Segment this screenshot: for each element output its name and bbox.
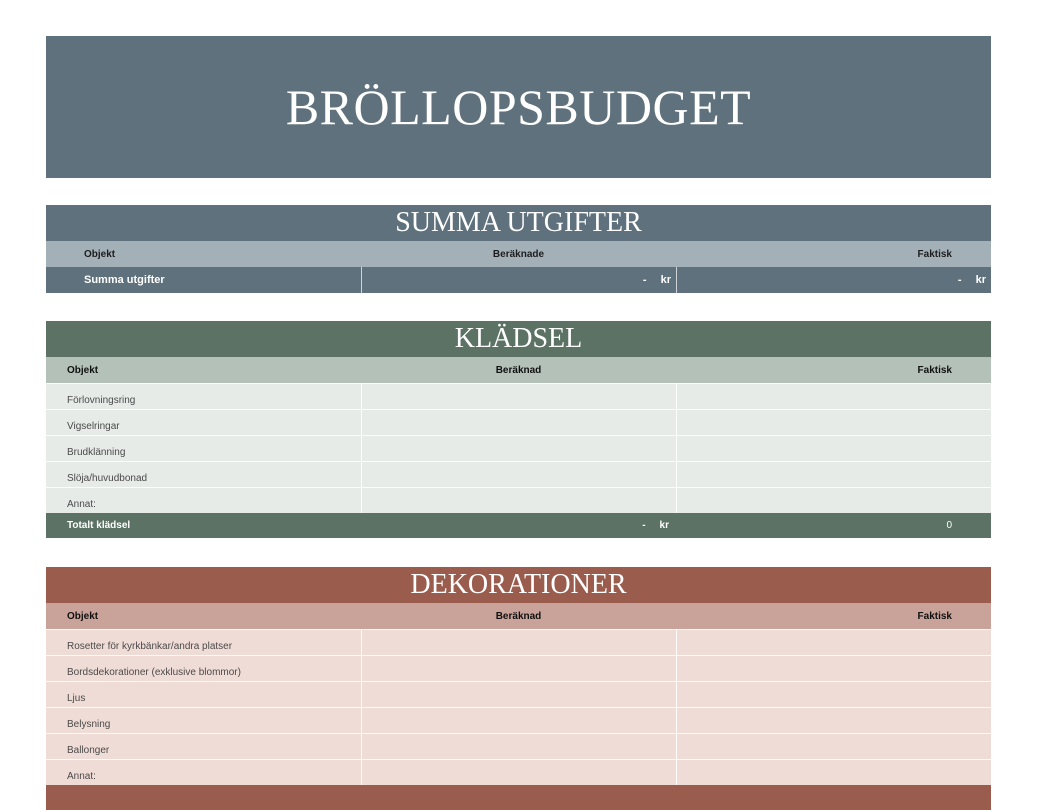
actual-cell[interactable]: [676, 734, 991, 759]
header-estimated: Beräknad: [495, 610, 542, 622]
header-actual: Faktisk: [917, 248, 952, 260]
total-estimated: [361, 520, 676, 531]
total-actual: 0: [946, 520, 952, 531]
item-label: Bordsdekorationer (exklusive blommor): [67, 667, 241, 678]
kladsel-title: KLÄDSEL: [46, 321, 991, 357]
estimated-cell[interactable]: [361, 488, 676, 513]
summary-header: [46, 241, 991, 267]
estimated-cell[interactable]: [361, 384, 676, 409]
total-dash: -: [642, 520, 646, 531]
table-row: [46, 629, 991, 655]
kladsel-header: [46, 357, 991, 383]
header-objekt: Objekt: [67, 610, 99, 622]
table-row: [46, 383, 991, 409]
dekorationer-section: [46, 567, 991, 810]
summary-actual-unit: kr: [975, 274, 986, 286]
table-row: [46, 435, 991, 461]
summary-section: [46, 205, 991, 293]
item-label: Slöja/huvudbonad: [67, 473, 148, 484]
item-label: Vigselringar: [67, 421, 120, 432]
header-estimated: Beräknad: [495, 364, 542, 376]
table-row: [46, 681, 991, 707]
actual-cell[interactable]: [676, 410, 991, 435]
estimated-cell[interactable]: [361, 656, 676, 681]
actual-cell[interactable]: [676, 630, 991, 655]
actual-cell[interactable]: [676, 682, 991, 707]
estimated-cell[interactable]: [361, 462, 676, 487]
header-objekt: Objekt: [84, 248, 116, 260]
table-row: [46, 655, 991, 681]
table-row: [46, 733, 991, 759]
kladsel-section: [46, 321, 991, 538]
dekorationer-header: [46, 603, 991, 629]
estimated-cell[interactable]: [361, 760, 676, 785]
estimated-cell[interactable]: [361, 436, 676, 461]
total-unit: kr: [659, 520, 669, 531]
item-label: Ballonger: [67, 745, 110, 756]
item-label: Ljus: [67, 693, 86, 704]
item-label: Annat:: [67, 771, 96, 782]
summary-actual-dash: -: [957, 274, 962, 286]
item-label: Belysning: [67, 719, 111, 730]
page-title: BRÖLLOPSBUDGET: [285, 79, 752, 135]
estimated-cell[interactable]: [361, 708, 676, 733]
title-banner: [46, 36, 991, 178]
header-actual: Faktisk: [917, 364, 952, 376]
summary-row: [46, 267, 991, 293]
item-label: Rosetter för kyrkbänkar/andra platser: [67, 641, 233, 652]
summary-estimated-dash: -: [642, 274, 647, 286]
actual-cell[interactable]: [676, 462, 991, 487]
actual-cell[interactable]: [676, 384, 991, 409]
kladsel-total-row: [46, 513, 991, 538]
header-actual: Faktisk: [917, 610, 952, 622]
actual-cell[interactable]: [676, 656, 991, 681]
summary-actual-cell[interactable]: [676, 267, 991, 293]
actual-cell[interactable]: [676, 708, 991, 733]
header-estimated: Beräknade: [492, 248, 545, 260]
dekorationer-total-row: [46, 785, 991, 810]
item-label: Brudklänning: [67, 447, 126, 458]
summary-row-label: Summa utgifter: [84, 274, 165, 286]
summary-estimated-cell[interactable]: [361, 267, 676, 293]
estimated-cell[interactable]: [361, 410, 676, 435]
estimated-cell[interactable]: [361, 630, 676, 655]
total-label: Totalt klädsel: [67, 520, 131, 531]
table-row: [46, 461, 991, 487]
actual-cell[interactable]: [676, 436, 991, 461]
table-row: [46, 707, 991, 733]
item-label: Förlovningsring: [67, 395, 136, 406]
dekorationer-title: DEKORATIONER: [46, 567, 991, 603]
header-objekt: Objekt: [67, 364, 99, 376]
table-row: [46, 409, 991, 435]
table-row: [46, 759, 991, 785]
actual-cell[interactable]: [676, 488, 991, 513]
table-row: [46, 487, 991, 513]
summary-title: SUMMA UTGIFTER: [46, 205, 991, 241]
summary-estimated-unit: kr: [660, 274, 671, 286]
item-label: Annat:: [67, 499, 96, 510]
actual-cell[interactable]: [676, 760, 991, 785]
estimated-cell[interactable]: [361, 734, 676, 759]
estimated-cell[interactable]: [361, 682, 676, 707]
